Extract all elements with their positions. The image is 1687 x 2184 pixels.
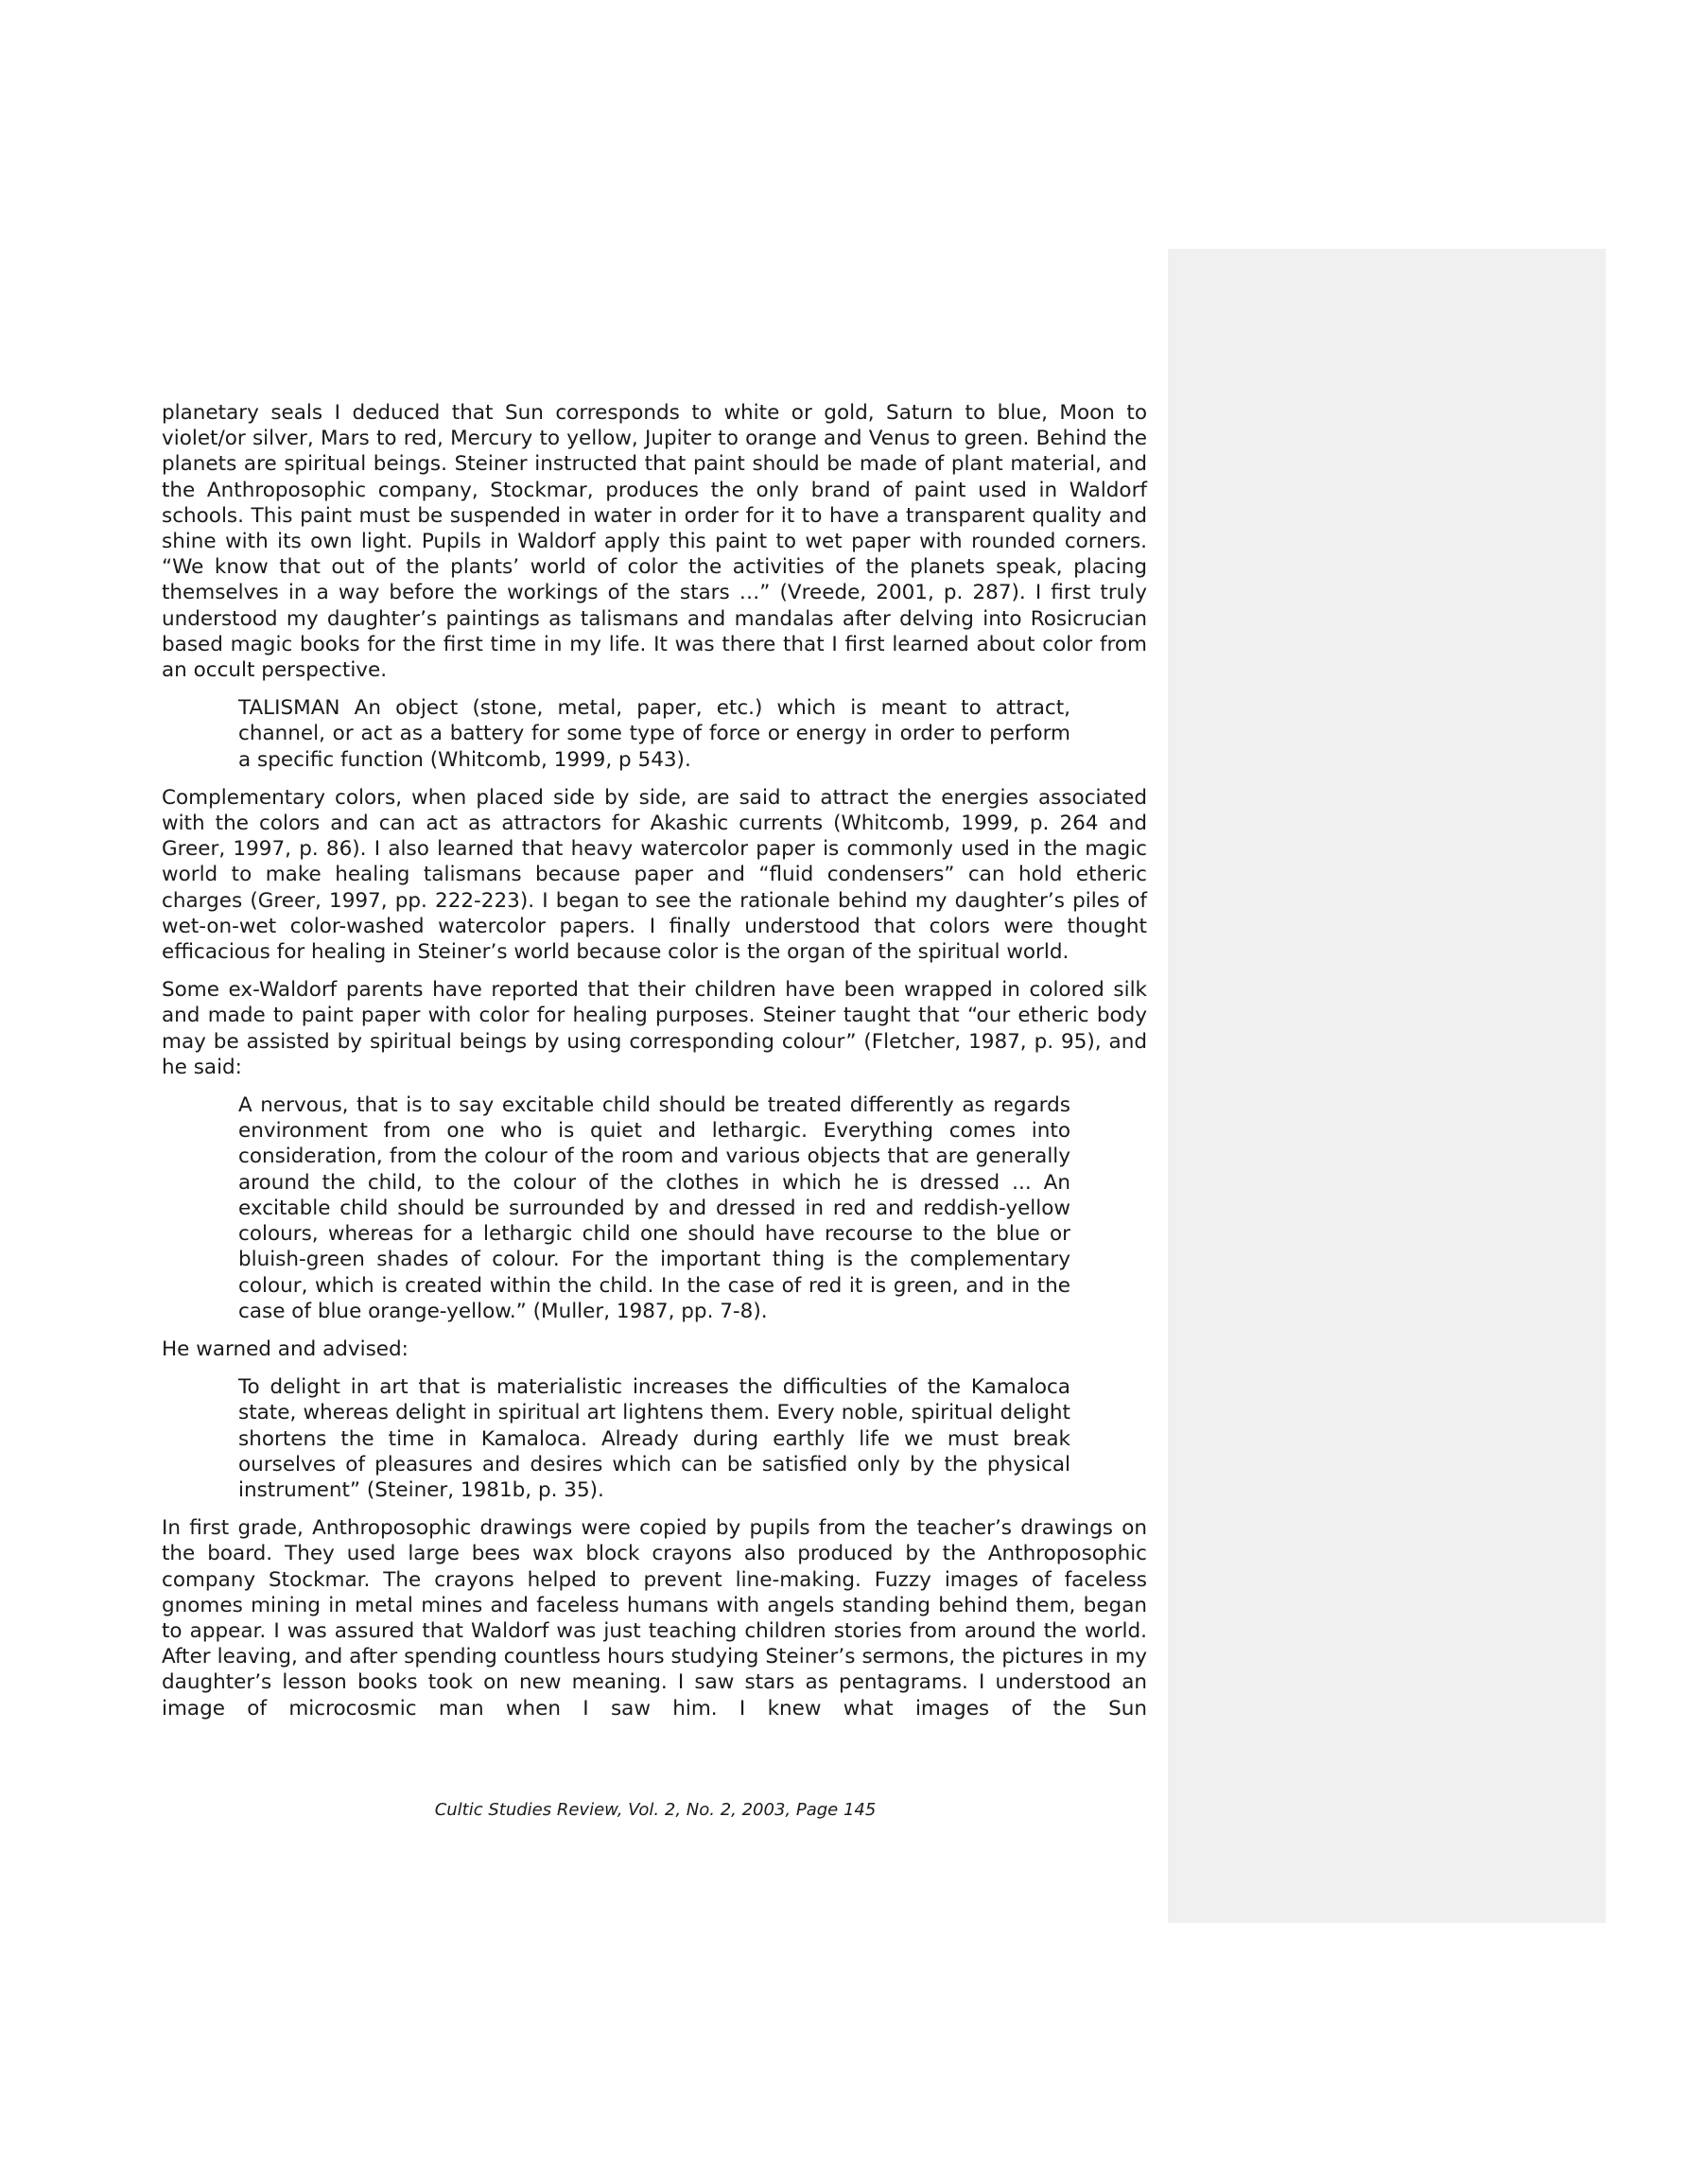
paragraph-planetary-colors: planetary seals I deduced that Sun corresponds to white or gold, Saturn to blue, Moon to violet/or silver, Mars to red, Mercury to yellow, Jupiter to orange and Venus to green. Behind the planets are spiritual beings. Steiner instructed that paint should be made of plant material, and the Anthroposophic company, Stockmar, produces the only brand of paint used in Waldorf schools. This paint must be suspended in water in order for it to have a transparent quality and shine with its own light. Pupils in Waldorf apply this paint to wet paper with rounded corners. “We know that out of the plants’ world of color the activities of the planets speak, placing themselves in a way before the workings of the stars …” (Vreede, 2001, p. 287). I first truly understood my daughter’s paintings as talismans and mandalas after delving into Rosicrucian based magic books for the first time in my life. It was there that I first learned about color from an occult perspective. [162, 401, 1147, 683]
page-footer: Cultic Studies Review, Vol. 2, No. 2, 2003, Page 145 [434, 1800, 877, 1820]
paragraph-warned-advised: He warned and advised: [162, 1337, 409, 1361]
comment-margin-pane [1168, 249, 1606, 1923]
quote-talisman-definition: TALISMAN An object (stone, metal, paper, etc.) which is meant to attract, channel, or act as a battery for some type of force or energy in order to perform a specific function (Whitcomb, 1999, p 543). [238, 696, 1070, 772]
paragraph-ex-waldorf-parents: Some ex-Waldorf parents have reported that their children have been wrapped in colored silk and made to paint paper with color for healing purposes. Steiner taught that “our etheric body may be assisted by spiritual beings by using corresponding colour” (Fletcher, 1987, p. 95), and he said: [162, 978, 1147, 1079]
quote-excitable-child: A nervous, that is to say excitable child should be treated differently as regards environment from one who is quiet and lethargic. Everything comes into consideration, from the colour of the room and various objects that are generally around the child, to the colour of the clothes in which he is dressed ... An excitable child should be surrounded by and dressed in red and reddish-yellow colours, whereas for a lethargic child one should have recourse to the blue or bluish-green shades of colour. For the important thing is the complementary colour, which is created within the child. In the case of red it is green, and in the case of blue orange-yellow.” (Muller, 1987, pp. 7-8). [238, 1093, 1070, 1323]
paragraph-first-grade-drawings: In first grade, Anthroposophic drawings were copied by pupils from the teacher’s drawings on the board. They used large bees wax block crayons also produced by the Anthroposophic company Stockmar. The crayons helped to prevent line-making. Fuzzy images of faceless gnomes mining in metal mines and faceless humans with angels standing behind them, began to appear. I was assured that Waldorf was just teaching children stories from around the world. After leaving, and after spending countless hours studying Steiner’s sermons, the pictures in my daughter’s lesson books took on new meaning. I saw stars as pentagrams. I understood an image of microcosmic man when I saw him. I knew what images of the Sun [162, 1516, 1147, 1721]
paragraph-complementary-colors: Complementary colors, when placed side by side, are said to attract the energies associated with the colors and can act as attractors for Akashic currents (Whitcomb, 1999, p. 264 and Greer, 1997, p. 86). I also learned that heavy watercolor paper is commonly used in the magic world to make healing talismans because paper and “fluid condensers” can hold etheric charges (Greer, 1997, pp. 222-223). I began to see the rationale behind my daughter’s piles of wet-on-wet color-washed watercolor papers. I finally understood that colors were thought efficacious for healing in Steiner’s world because color is the organ of the spiritual world. [162, 785, 1147, 965]
document-body [162, 400, 1147, 1734]
quote-kamaloca: To delight in art that is materialistic increases the difficulties of the Kamaloca state, whereas delight in spiritual art lightens them. Every noble, spiritual delight shortens the time in Kamaloca. Already during earthly life we must break ourselves of pleasures and desires which can be satisfied only by the physical instrument” (Steiner, 1981b, p. 35). [238, 1375, 1070, 1502]
